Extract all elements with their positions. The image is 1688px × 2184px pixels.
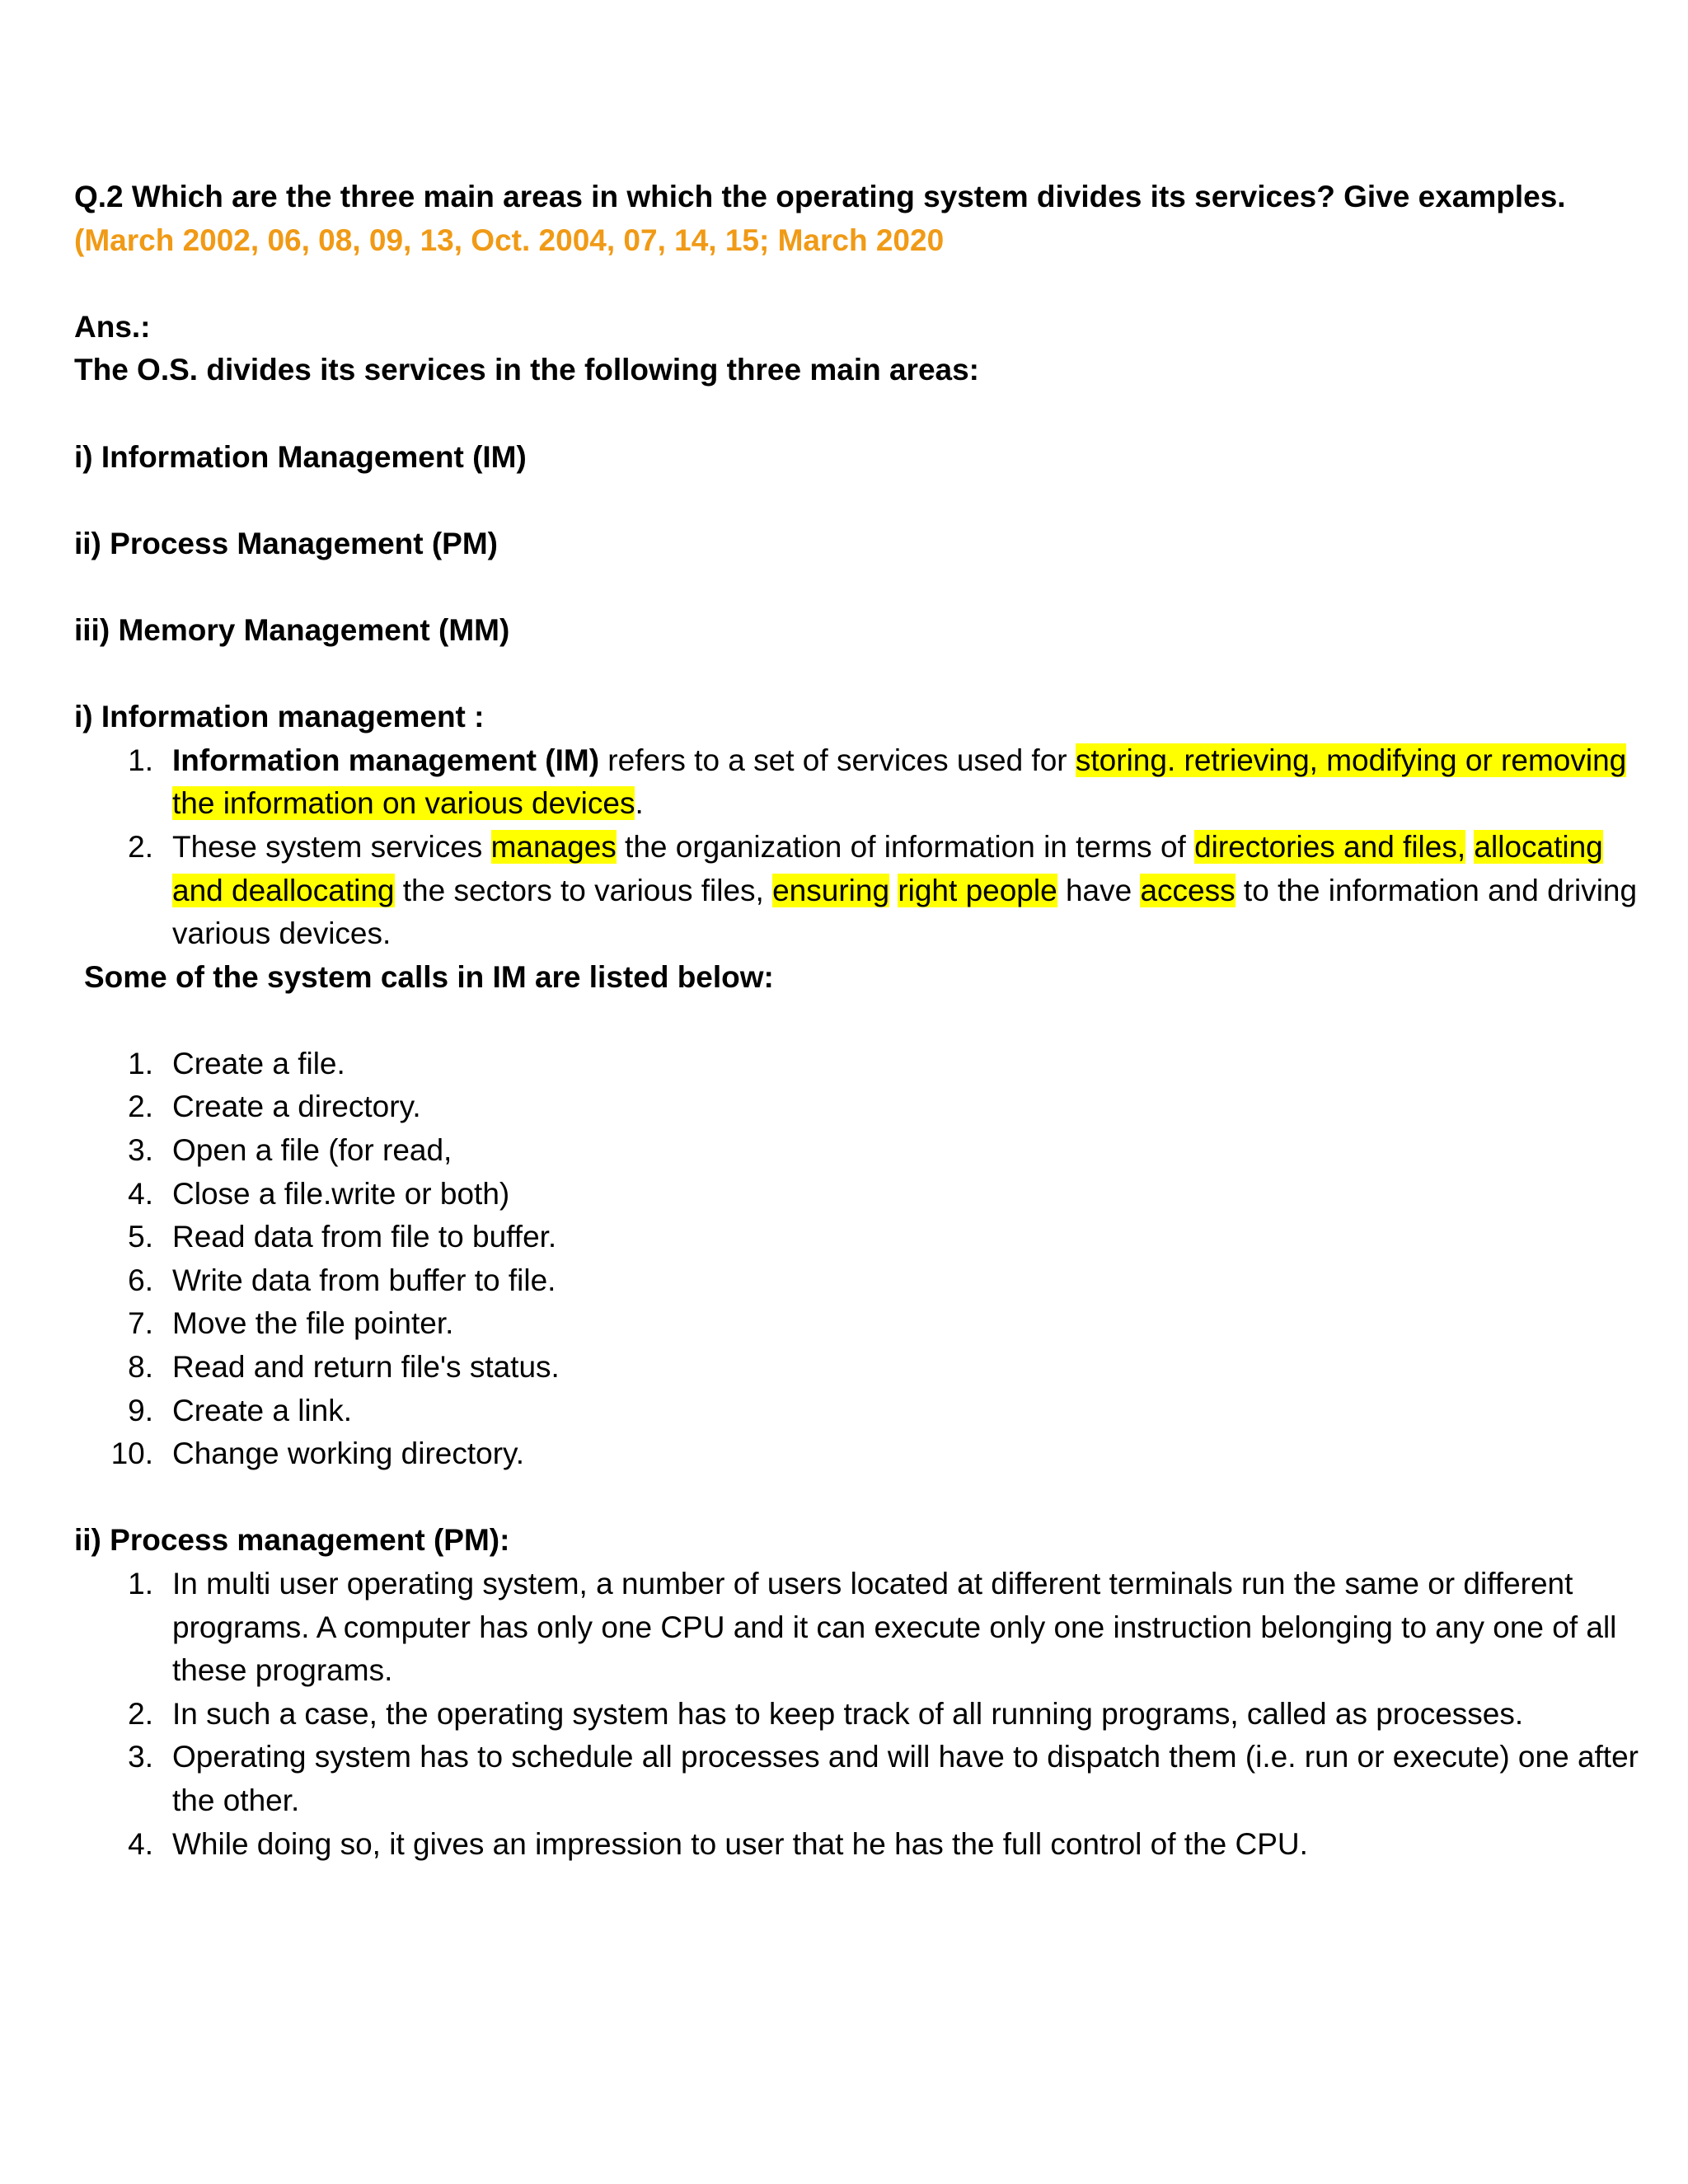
list-item: 3. Operating system has to schedule all processes and will have to dispatch them (i.e. run or execute) one after the other. <box>128 1740 1639 1817</box>
list-item: 1. Information management (IM) refers to a set of services used for storing. retrieving, modifying or removing the information on various devices. <box>128 743 1627 821</box>
pm-list <box>74 1563 1640 1866</box>
list-item: 2. Create a directory. <box>128 1090 421 1124</box>
answer-label: Ans.: <box>74 309 151 344</box>
highlight: right people <box>898 873 1057 907</box>
im-description-list <box>74 739 1640 956</box>
answer-intro: The O.S. divides its services in the following three main areas: <box>74 353 980 387</box>
list-item: 3. Open a file (for read, <box>128 1133 452 1168</box>
list-item: 2. These system services manages the organization of information in terms of directories and files, allocating and deallocating the sectors to various files, ensuring right people have access to the information and driving various devices. <box>128 829 1638 951</box>
list-item: 2. In such a case, the operating system has to keep track of all running programs, called as processes. <box>128 1696 1524 1731</box>
list-item: 9. Create a link. <box>128 1393 352 1427</box>
document-page <box>74 176 1640 1866</box>
question-block <box>74 176 1640 262</box>
question-years: (March 2002, 06, 08, 09, 13, Oct. 2004, 07, 14, 15; March 2020 <box>74 223 945 257</box>
list-item: 10. Change working directory. <box>110 1436 525 1471</box>
highlight: storing. retrieving, modifying or removing the information on various devices <box>172 743 1627 821</box>
list-item: 4. Close a file.write or both) <box>128 1176 510 1211</box>
question-text: Q.2 Which are the three main areas in which the operating system divides its services? Give examples. <box>74 180 1566 213</box>
list-item: 7. Move the file pointer. <box>128 1306 454 1341</box>
list-item: 5. Read data from file to buffer. <box>128 1220 557 1254</box>
list-item: 1. In multi user operating system, a number of users located at different terminals run the same or different programs. A computer has only one CPU and it can execute only one instruction belonging to any one of all these programs. <box>128 1567 1617 1688</box>
system-calls-list <box>74 1043 1640 1476</box>
area-item-im: i) Information Management (IM) <box>74 439 527 474</box>
pm-heading: ii) Process management (PM): <box>74 1523 510 1558</box>
list-item: 1. Create a file. <box>128 1046 345 1080</box>
im-heading: i) Information management : <box>74 700 485 734</box>
highlight: ensuring <box>772 873 890 907</box>
area-item-mm: iii) Memory Management (MM) <box>74 612 510 647</box>
highlight: manages <box>490 829 617 864</box>
list-item: 4. While doing so, it gives an impression to user that he has the full control of the CPU. <box>128 1826 1308 1861</box>
list-item: 8. Read and return file's status. <box>128 1350 560 1385</box>
highlight: allocating and deallocating <box>172 829 1603 907</box>
system-calls-heading: Some of the system calls in IM are listed below: <box>84 959 774 994</box>
highlight: directories and files, <box>1194 829 1466 864</box>
area-item-pm: ii) Process Management (PM) <box>74 526 499 560</box>
list-item: 6. Write data from buffer to file. <box>128 1263 556 1297</box>
highlight: access <box>1140 873 1236 907</box>
